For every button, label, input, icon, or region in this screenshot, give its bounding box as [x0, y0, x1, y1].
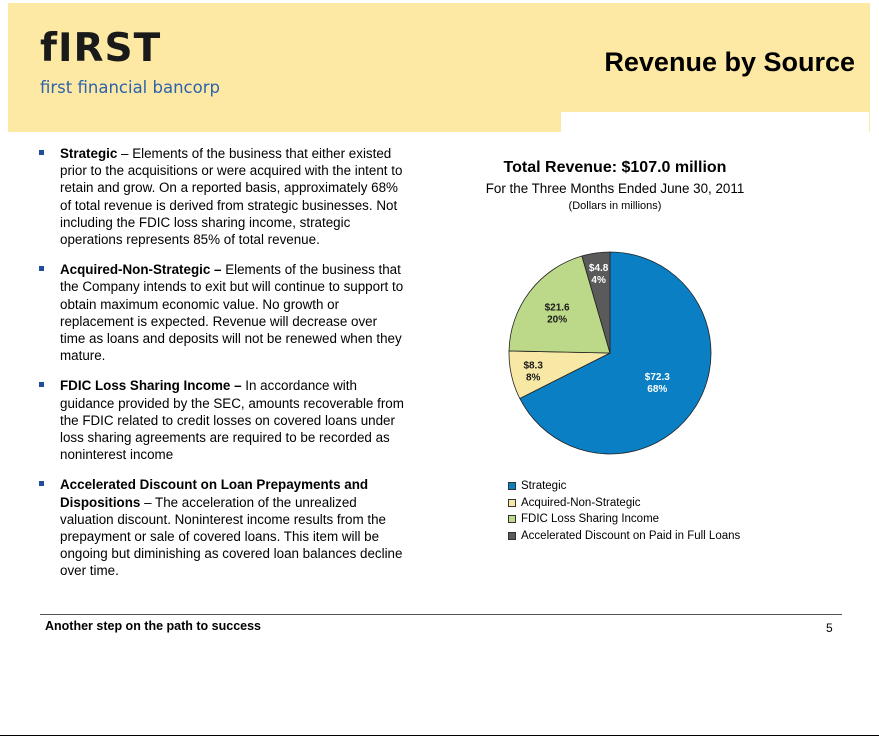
chart-title: Total Revenue: $107.0 million	[503, 159, 727, 176]
footer-tagline: Another step on the path to success	[45, 619, 262, 633]
bullet-accelerated-discount	[38, 476, 406, 579]
pie-percent-label: 4%	[591, 275, 606, 287]
legend-label: Strategic	[521, 480, 567, 492]
pie-percent-label: 68%	[647, 384, 668, 396]
bullet-fdic-loss-sharing	[38, 377, 406, 463]
legend-item-strategic	[508, 478, 740, 495]
pie-percent-label: 8%	[525, 372, 541, 384]
logo-subtitle: first financial bancorp	[40, 78, 220, 97]
bullet-strategic	[38, 145, 406, 248]
bullet-term: Acquired-Non-Strategic –	[60, 262, 222, 278]
page-title: Revenue by Source	[604, 47, 855, 77]
bullet-separator: –	[140, 494, 156, 510]
page-number: 5	[826, 621, 833, 635]
bullet-text: In accordance with guidance provided by the SEC, amounts recoverable from the FDIC related to credit losses on covered loans under loss sharing agreements are required to be recorded as noninterest income	[60, 378, 404, 463]
chart-subtitle: For the Three Months Ended June 30, 2011	[485, 181, 745, 196]
legend-label: FDIC Loss Sharing Income	[521, 513, 660, 526]
bottom-divider	[0, 735, 879, 736]
bullet-term: FDIC Loss Sharing Income –	[60, 378, 242, 394]
legend-label: Accelerated Discount on Paid in Full Loans	[521, 529, 741, 542]
pie-value-label: $4.8	[588, 263, 609, 275]
pie-percent-label: 20%	[547, 314, 568, 326]
bullet-marker-icon	[39, 150, 44, 155]
legend-swatch	[508, 532, 516, 540]
bullet-text: Elements of the business that the Company intends to exit but will continue to support to obtain maximum economic value. No growth or replacement is expected. Revenue will decrease over time as loans and deposits will not be renewed when they mature.	[60, 262, 404, 364]
bullet-list	[38, 145, 406, 593]
chart-legend	[508, 478, 740, 544]
pie-value-label: $21.6	[544, 302, 570, 314]
logo-wordmark: fIRST	[40, 26, 162, 71]
legend-swatch	[508, 482, 516, 490]
legend-swatch	[508, 515, 516, 523]
bullet-text: The acceleration of the unrealized valuation discount. Noninterest income results from the prepayment or sale of covered loans. This item will be ongoing but diminishing as covered loan balances decline over time.	[60, 494, 403, 579]
bullet-marker-icon	[39, 481, 44, 486]
pie-value-label: $72.3	[644, 372, 670, 384]
chart-unit-note: (Dollars in millions)	[568, 200, 662, 212]
bullet-text: Elements of the business that either existed prior to the acquisitions or were acquired with the intent to retain and grow. On a reported basis, approximately 68% of total revenue is derived from strategic businesses. Not including the FDIC loss sharing income, strategic operations represents 85% of total revenue.	[60, 146, 403, 248]
legend-item-fdic-loss-sharing	[508, 511, 740, 528]
bullet-separator: –	[117, 146, 133, 161]
bullet-marker-icon	[39, 382, 44, 387]
legend-item-acquired-non-strategic	[508, 495, 740, 512]
bullet-term: Accelerated Discount on Loan Prepayments and Dispositions	[60, 477, 369, 510]
legend-label: Acquired-Non-Strategic	[521, 496, 641, 509]
bullet-term: Strategic	[60, 146, 118, 161]
bullet-acquired-non-strategic	[38, 261, 406, 364]
legend-swatch	[508, 499, 516, 507]
footer-divider	[40, 614, 842, 615]
header-notch	[561, 112, 869, 132]
legend-item-accelerated-discount	[508, 528, 740, 545]
pie-value-label: $8.3	[523, 360, 543, 372]
bullet-marker-icon	[39, 266, 44, 271]
revenue-pie-chart	[500, 243, 720, 463]
